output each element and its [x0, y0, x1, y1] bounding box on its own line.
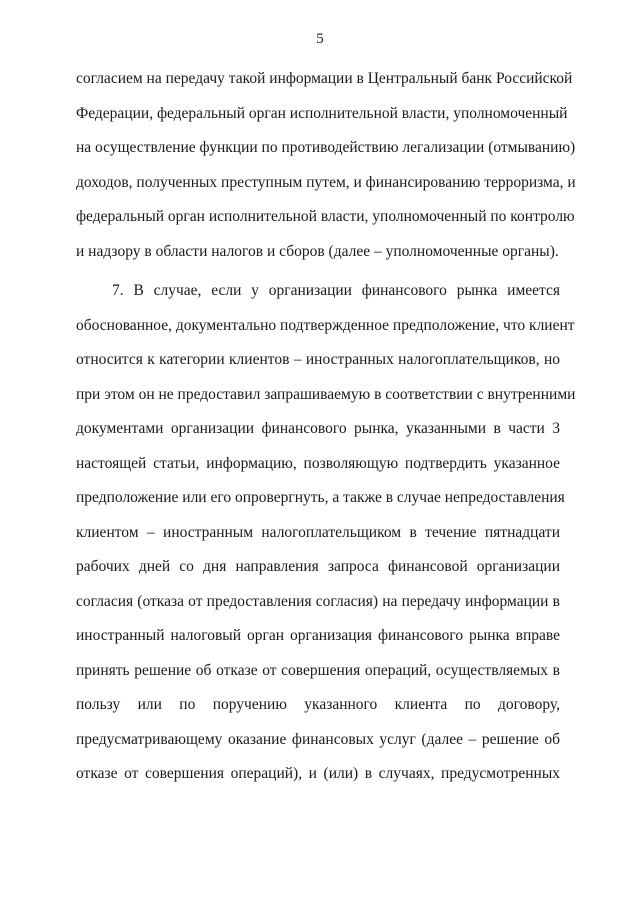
text-line: настоящей статьи, информацию, позволяющую подтвердить указанное — [76, 454, 560, 472]
text-line: доходов, полученных преступным путем, и финансированию терроризма, и — [76, 173, 576, 191]
text-line: пользу или по поручению указанного клиента по договору, — [76, 696, 560, 713]
text-line: рабочих дней со дня направления запроса финансовой организации — [76, 558, 560, 575]
text-line: принять решение об отказе от совершения операций, осуществляемых в — [76, 661, 560, 679]
text-line: иностранный налоговый орган организация финансового рынка вправе — [76, 627, 560, 644]
text-line: Федерации, федеральный орган исполнительной власти, уполномоченный — [76, 104, 568, 122]
text-line: клиентом – иностранным налогоплательщиком в течение пятнадцати — [76, 523, 560, 541]
text-line: согласием на передачу такой информации в Центральный банк Российской — [76, 70, 573, 87]
text-line: при этом он не предоставил запрашиваемую в соответствии с внутренними — [76, 385, 576, 403]
text-line: федеральный орган исполнительной власти, уполномоченный по контролю — [76, 208, 575, 225]
text-line: 7. В случае, если у организации финансового рынка имеется — [112, 282, 560, 299]
text-line: предположение или его опровергнуть, а также в случае непредоставления — [76, 489, 565, 506]
text-line: отказе от совершения операций), и (или) в случаях, предусмотренных — [76, 765, 560, 782]
text-line: и надзору в области налогов и сборов (далее – уполномоченные органы). — [76, 242, 559, 260]
text-line: относится к категории клиентов – иностранных налогоплательщиков, но — [76, 351, 560, 368]
text-line: документами организации финансового рынка, указанными в части 3 — [76, 420, 560, 437]
text-line: на осуществление функции по противодействию легализации (отмыванию) — [76, 139, 576, 156]
text-line: согласия (отказа от предоставления согласия) на передачу информации в — [76, 592, 560, 610]
page-number: 5 — [316, 31, 324, 47]
text-line: обоснованное, документально подтвержденное предположение, что клиент — [76, 316, 575, 334]
paragraph-continued — [76, 62, 576, 269]
paragraph-7 — [76, 274, 576, 792]
text-line: предусматривающему оказание финансовых услуг (далее – решение об — [76, 730, 560, 748]
